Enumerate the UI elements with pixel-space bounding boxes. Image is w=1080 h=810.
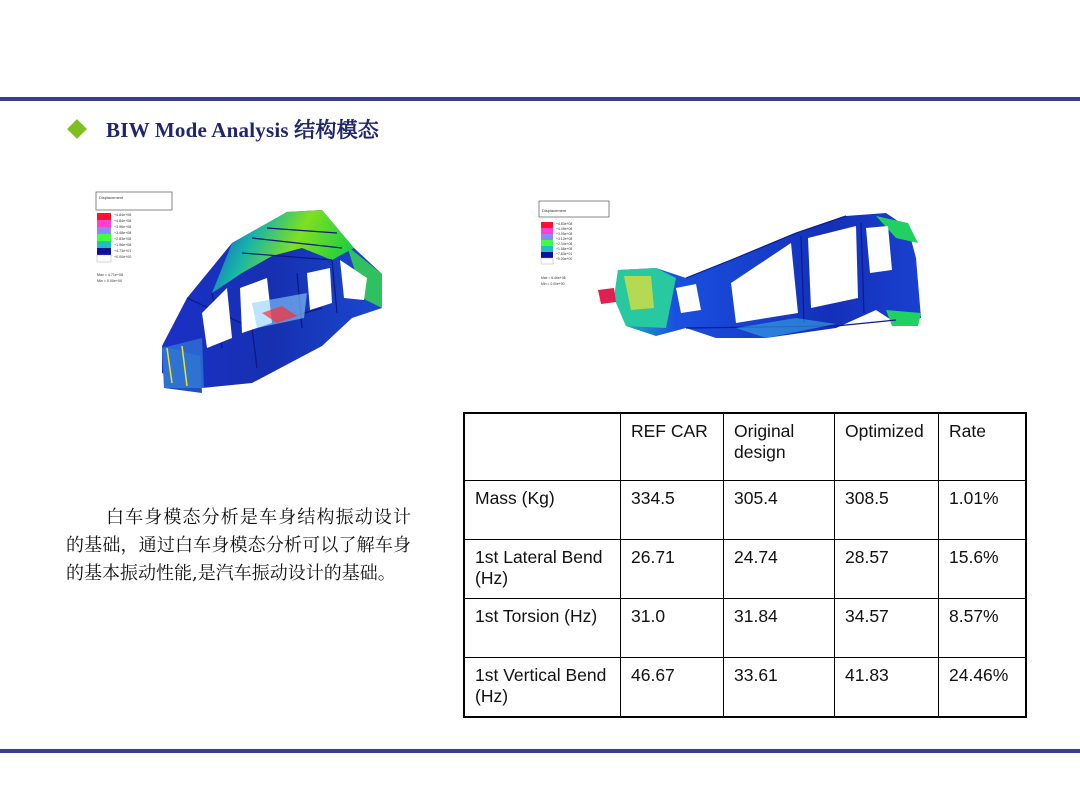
table-cell: 1st Torsion (Hz)	[464, 599, 621, 658]
legend-color-bar	[97, 213, 111, 262]
biw-mode-figure-left	[92, 188, 402, 398]
legend-tick: +3.95e+08	[556, 232, 573, 236]
table-cell: 24.46%	[939, 658, 1027, 718]
table-cell: 46.67	[621, 658, 724, 718]
legend-max: Max = 4.71e+08	[97, 273, 123, 277]
table-cell: 334.5	[621, 481, 724, 540]
table-row	[464, 481, 1026, 540]
section-heading	[66, 114, 379, 144]
legend-tick: +4.84e+08	[114, 213, 132, 217]
table-row	[464, 540, 1026, 599]
table-cell: 1st Vertical Bend (Hz)	[464, 658, 621, 718]
legend-title: Displacement	[542, 208, 567, 213]
table-cell: 31.84	[724, 599, 835, 658]
legend-title: Displacement	[99, 195, 124, 200]
legend-tick: +1.56e+08	[556, 247, 573, 251]
legend-tick: +4.49e+08	[556, 227, 573, 231]
table-cell: 28.57	[835, 540, 939, 599]
table-cell: 26.71	[621, 540, 724, 599]
table-header-row	[464, 413, 1026, 481]
legend-tick: +4.83e+08	[556, 222, 573, 226]
legend-tick: +7.83e+01	[556, 252, 573, 256]
legend-max: Max = 6.46e+08	[541, 276, 566, 280]
table-row	[464, 599, 1026, 658]
table-cell: 24.74	[724, 540, 835, 599]
legend-min: Min = 0.00e+00	[97, 279, 122, 283]
legend-tick: +1.96e+08	[114, 243, 132, 247]
heading-text: BIW Mode Analysis 结构模态	[106, 118, 379, 142]
table-row	[464, 658, 1026, 718]
table-cell: 1st Lateral Bend (Hz)	[464, 540, 621, 599]
legend-tick: +2.34e+08	[556, 242, 573, 246]
table-header-cell	[464, 413, 621, 481]
table-cell: 15.6%	[939, 540, 1027, 599]
biw-mode-figure-right	[536, 198, 931, 358]
table-header-cell: Rate	[939, 413, 1027, 481]
table-cell: 33.61	[724, 658, 835, 718]
legend-tick: +3.12e+08	[556, 237, 573, 241]
legend-tick: +0.00e+00	[114, 255, 132, 259]
table-cell: 308.5	[835, 481, 939, 540]
table-cell: 1.01%	[939, 481, 1027, 540]
diamond-bullet-icon	[67, 119, 87, 139]
table-cell: 31.0	[621, 599, 724, 658]
frequency-table	[463, 412, 1027, 718]
legend-tick: +4.84e+08	[114, 219, 132, 223]
legend-tick: +3.96e+08	[114, 225, 132, 229]
description-paragraph: 白车身模态分析是车身结构振动设计的基础，通过白车身模态分析可以了解车身的基本振动性能,是汽车振动设计的基础。	[66, 507, 411, 584]
bottom-rule	[0, 749, 1080, 753]
legend-tick: +0.00e+00	[556, 257, 573, 261]
top-rule	[0, 97, 1080, 101]
table-cell: 305.4	[724, 481, 835, 540]
legend-min: Min = 0.00e+00	[541, 282, 565, 286]
table-header-cell: Original design	[724, 413, 835, 481]
table-header-cell: Optimized	[835, 413, 939, 481]
legend-tick: +2.83e+08	[114, 237, 132, 241]
legend-tick: +4.73e+01	[114, 249, 132, 253]
table-cell: Mass (Kg)	[464, 481, 621, 540]
table-cell: 34.57	[835, 599, 939, 658]
table-cell: 8.57%	[939, 599, 1027, 658]
table-cell: 41.83	[835, 658, 939, 718]
legend-tick: +3.48e+08	[114, 231, 132, 235]
table-header-cell: REF CAR	[621, 413, 724, 481]
legend-color-bar	[541, 222, 553, 264]
